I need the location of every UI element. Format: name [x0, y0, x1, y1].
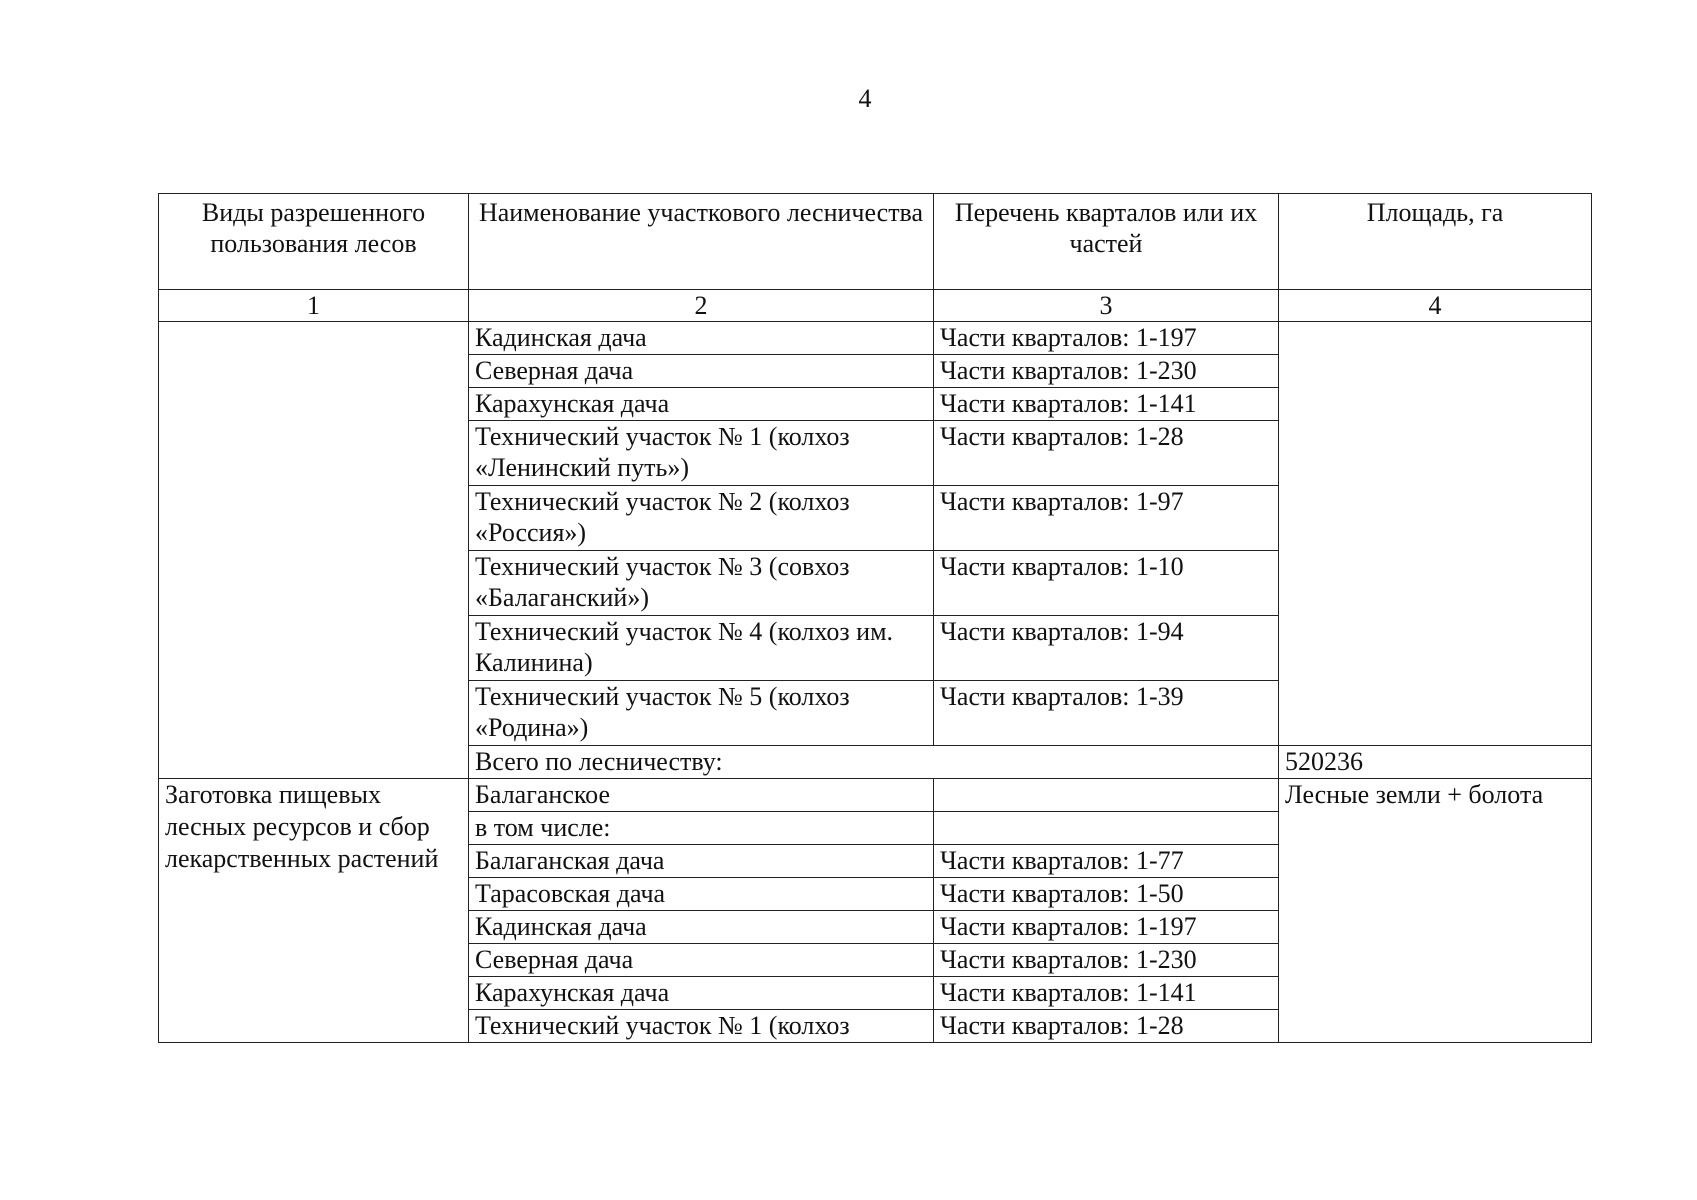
- forestry-name-cell: Северная дача: [469, 355, 934, 388]
- area-note-cell: Лесные земли + болота: [1279, 779, 1592, 1043]
- table-row: [159, 322, 1592, 355]
- table-header-row: [159, 194, 1592, 290]
- quarters-cell: Части кварталов: 1-39: [934, 681, 1279, 746]
- quarters-cell: Части кварталов: 1-141: [934, 977, 1279, 1010]
- header-forestry-name: Наименование участкового лесничества: [469, 194, 934, 290]
- quarters-cell: Части кварталов: 1-50: [934, 878, 1279, 911]
- forestry-name-cell: Тарасовская дача: [469, 878, 934, 911]
- usage-type-cell: Заготовка пищевых лесных ресурсов и сбор лекарственных растений: [159, 779, 469, 1043]
- quarters-cell: Части кварталов: 1-28: [934, 421, 1279, 486]
- quarters-cell: Части кварталов: 1-94: [934, 616, 1279, 681]
- quarters-cell: Части кварталов: 1-10: [934, 551, 1279, 616]
- header-area: Площадь, га: [1279, 194, 1592, 290]
- total-value: 520236: [1279, 746, 1592, 779]
- quarters-cell: Части кварталов: 1-230: [934, 944, 1279, 977]
- forestry-name-cell: Технический участок № 3 (совхоз «Балаганский»): [469, 551, 934, 616]
- column-number: 4: [1279, 290, 1592, 322]
- forestry-name-cell: Технический участок № 2 (колхоз «Россия»): [469, 486, 934, 551]
- forestry-name-cell: Балаганская дача: [469, 845, 934, 878]
- column-numbers-row: [159, 290, 1592, 322]
- forestry-name-cell: в том числе:: [469, 812, 934, 845]
- column-number: 2: [469, 290, 934, 322]
- quarters-cell: Части кварталов: 1-77: [934, 845, 1279, 878]
- column-number: 1: [159, 290, 469, 322]
- table-row: [159, 779, 1592, 812]
- forestry-name-cell: Кадинская дача: [469, 911, 934, 944]
- quarters-cell: Части кварталов: 1-230: [934, 355, 1279, 388]
- forestry-name-cell: Технический участок № 1 (колхоз «Ленинский путь»): [469, 421, 934, 486]
- forestry-name-cell: Балаганское: [469, 779, 934, 812]
- total-label: Всего по лесничеству:: [469, 746, 1279, 779]
- usage-type-cell-empty: [159, 322, 469, 779]
- quarters-cell: [934, 779, 1279, 812]
- area-cell-empty: [1279, 322, 1592, 746]
- forestry-name-cell: Технический участок № 5 (колхоз «Родина»): [469, 681, 934, 746]
- quarters-cell: [934, 812, 1279, 845]
- quarters-cell: Части кварталов: 1-197: [934, 322, 1279, 355]
- forestry-name-cell: Карахунская дача: [469, 977, 934, 1010]
- forestry-name-cell: Карахунская дача: [469, 388, 934, 421]
- forest-usage-table: [158, 193, 1592, 1043]
- column-number: 3: [934, 290, 1279, 322]
- quarters-cell: Части кварталов: 1-141: [934, 388, 1279, 421]
- quarters-cell: Части кварталов: 1-28: [934, 1010, 1279, 1043]
- forestry-name-cell: Северная дача: [469, 944, 934, 977]
- quarters-cell: Части кварталов: 1-197: [934, 911, 1279, 944]
- header-usage-type: Виды разрешенного пользования лесов: [159, 194, 469, 290]
- forestry-name-cell: Технический участок № 4 (колхоз им. Калинина): [469, 616, 934, 681]
- forestry-name-cell: Кадинская дача: [469, 322, 934, 355]
- quarters-cell: Части кварталов: 1-97: [934, 486, 1279, 551]
- page-number: 4: [858, 84, 872, 113]
- forestry-name-cell: Технический участок № 1 (колхоз: [469, 1010, 934, 1043]
- header-quarters-list: Перечень кварталов или их частей: [934, 194, 1279, 290]
